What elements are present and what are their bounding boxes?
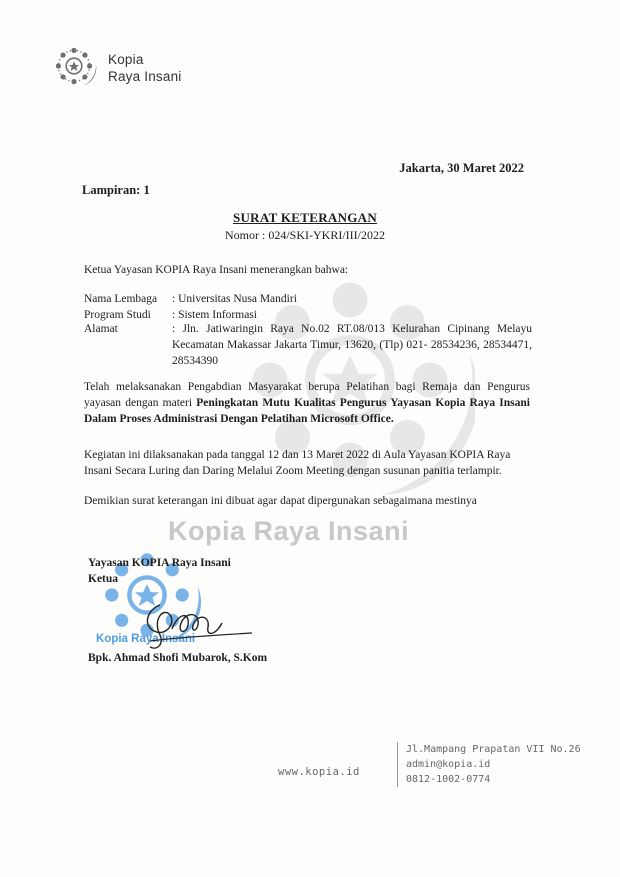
letter-date: Jakarta, 30 Maret 2022 [399,161,524,175]
footer-website: www.kopia.id [278,766,360,778]
paragraph-activity [84,379,530,427]
detail-label: Program Studi [84,309,151,321]
paragraph-closing: Demikian surat keterangan ini dibuat agar dapat dipergunakan sebagaimana mestinya [84,495,477,507]
detail-label: Alamat [84,323,118,335]
signatory-role: Ketua [88,573,119,585]
handwritten-signature [130,585,260,655]
paragraph-activity-text: Telah melaksanakan Pengabdian Masyarakat berupa Pelatihan bagi Remaja dan Pengurus yayasan dengan materi [84,381,530,409]
detail-value: : Universitas Nusa Mandiri [172,293,297,305]
paragraph-schedule: Kegiatan ini dilaksanakan pada tanggal 12 dan 13 Maret 2022 di Aula Yayasan KOPIA Raya Insani Secara Luring dan Daring Melalui Zoom Meeting dengan susunan panitia terlampir. [84,449,511,477]
paragraph-activity-topic: Peningkatan Mutu Kualitas Pengurus Yayasan Kopia Raya Insani Dalam Proses Administrasi Dengan Pelatihan Microsoft Office. [84,397,530,425]
footer-email: admin@kopia.id [406,759,491,770]
footer-divider [397,742,398,787]
detail-row [84,321,532,369]
brand-name-line2: Raya Insani [108,69,182,84]
detail-label: Nama Lembaga [84,293,158,305]
brand-name-line1: Kopia [108,52,144,67]
detail-value: : Sistem Informasi [172,309,257,321]
detail-row [84,291,532,307]
stamp-text: Kopia Raya Insani [96,633,196,645]
letter-title: SURAT KETERANGAN [232,210,378,225]
signatory-organization: Yayasan KOPIA Raya Insani [88,557,231,569]
detail-value: : Jln. Jatiwaringin Raya No.02 RT.08/013 Kelurahan Cipinang Melayu Kecamatan Makassar Jakarta Timur, 13620, (Tlp) 021- 28534236, 28534471, 28534390 [172,323,532,367]
footer-phone: 0812-1002-0774 [406,774,491,785]
footer-address: Jl.Mampang Prapatan VII No.26 [406,744,581,755]
attachment-label: Lampiran: 1 [82,183,150,197]
intro-text: Ketua Yayasan KOPIA Raya Insani menerangkan bahwa: [84,264,349,276]
watermark-text: Kopia Raya Insani [168,516,410,546]
letter-number: Nomor : 024/SKI-YKRI/III/2022 [225,228,385,242]
kopia-logo-icon [48,40,100,92]
signatory-name: Bpk. Ahmad Shofi Mubarok, S.Kom [88,652,268,664]
